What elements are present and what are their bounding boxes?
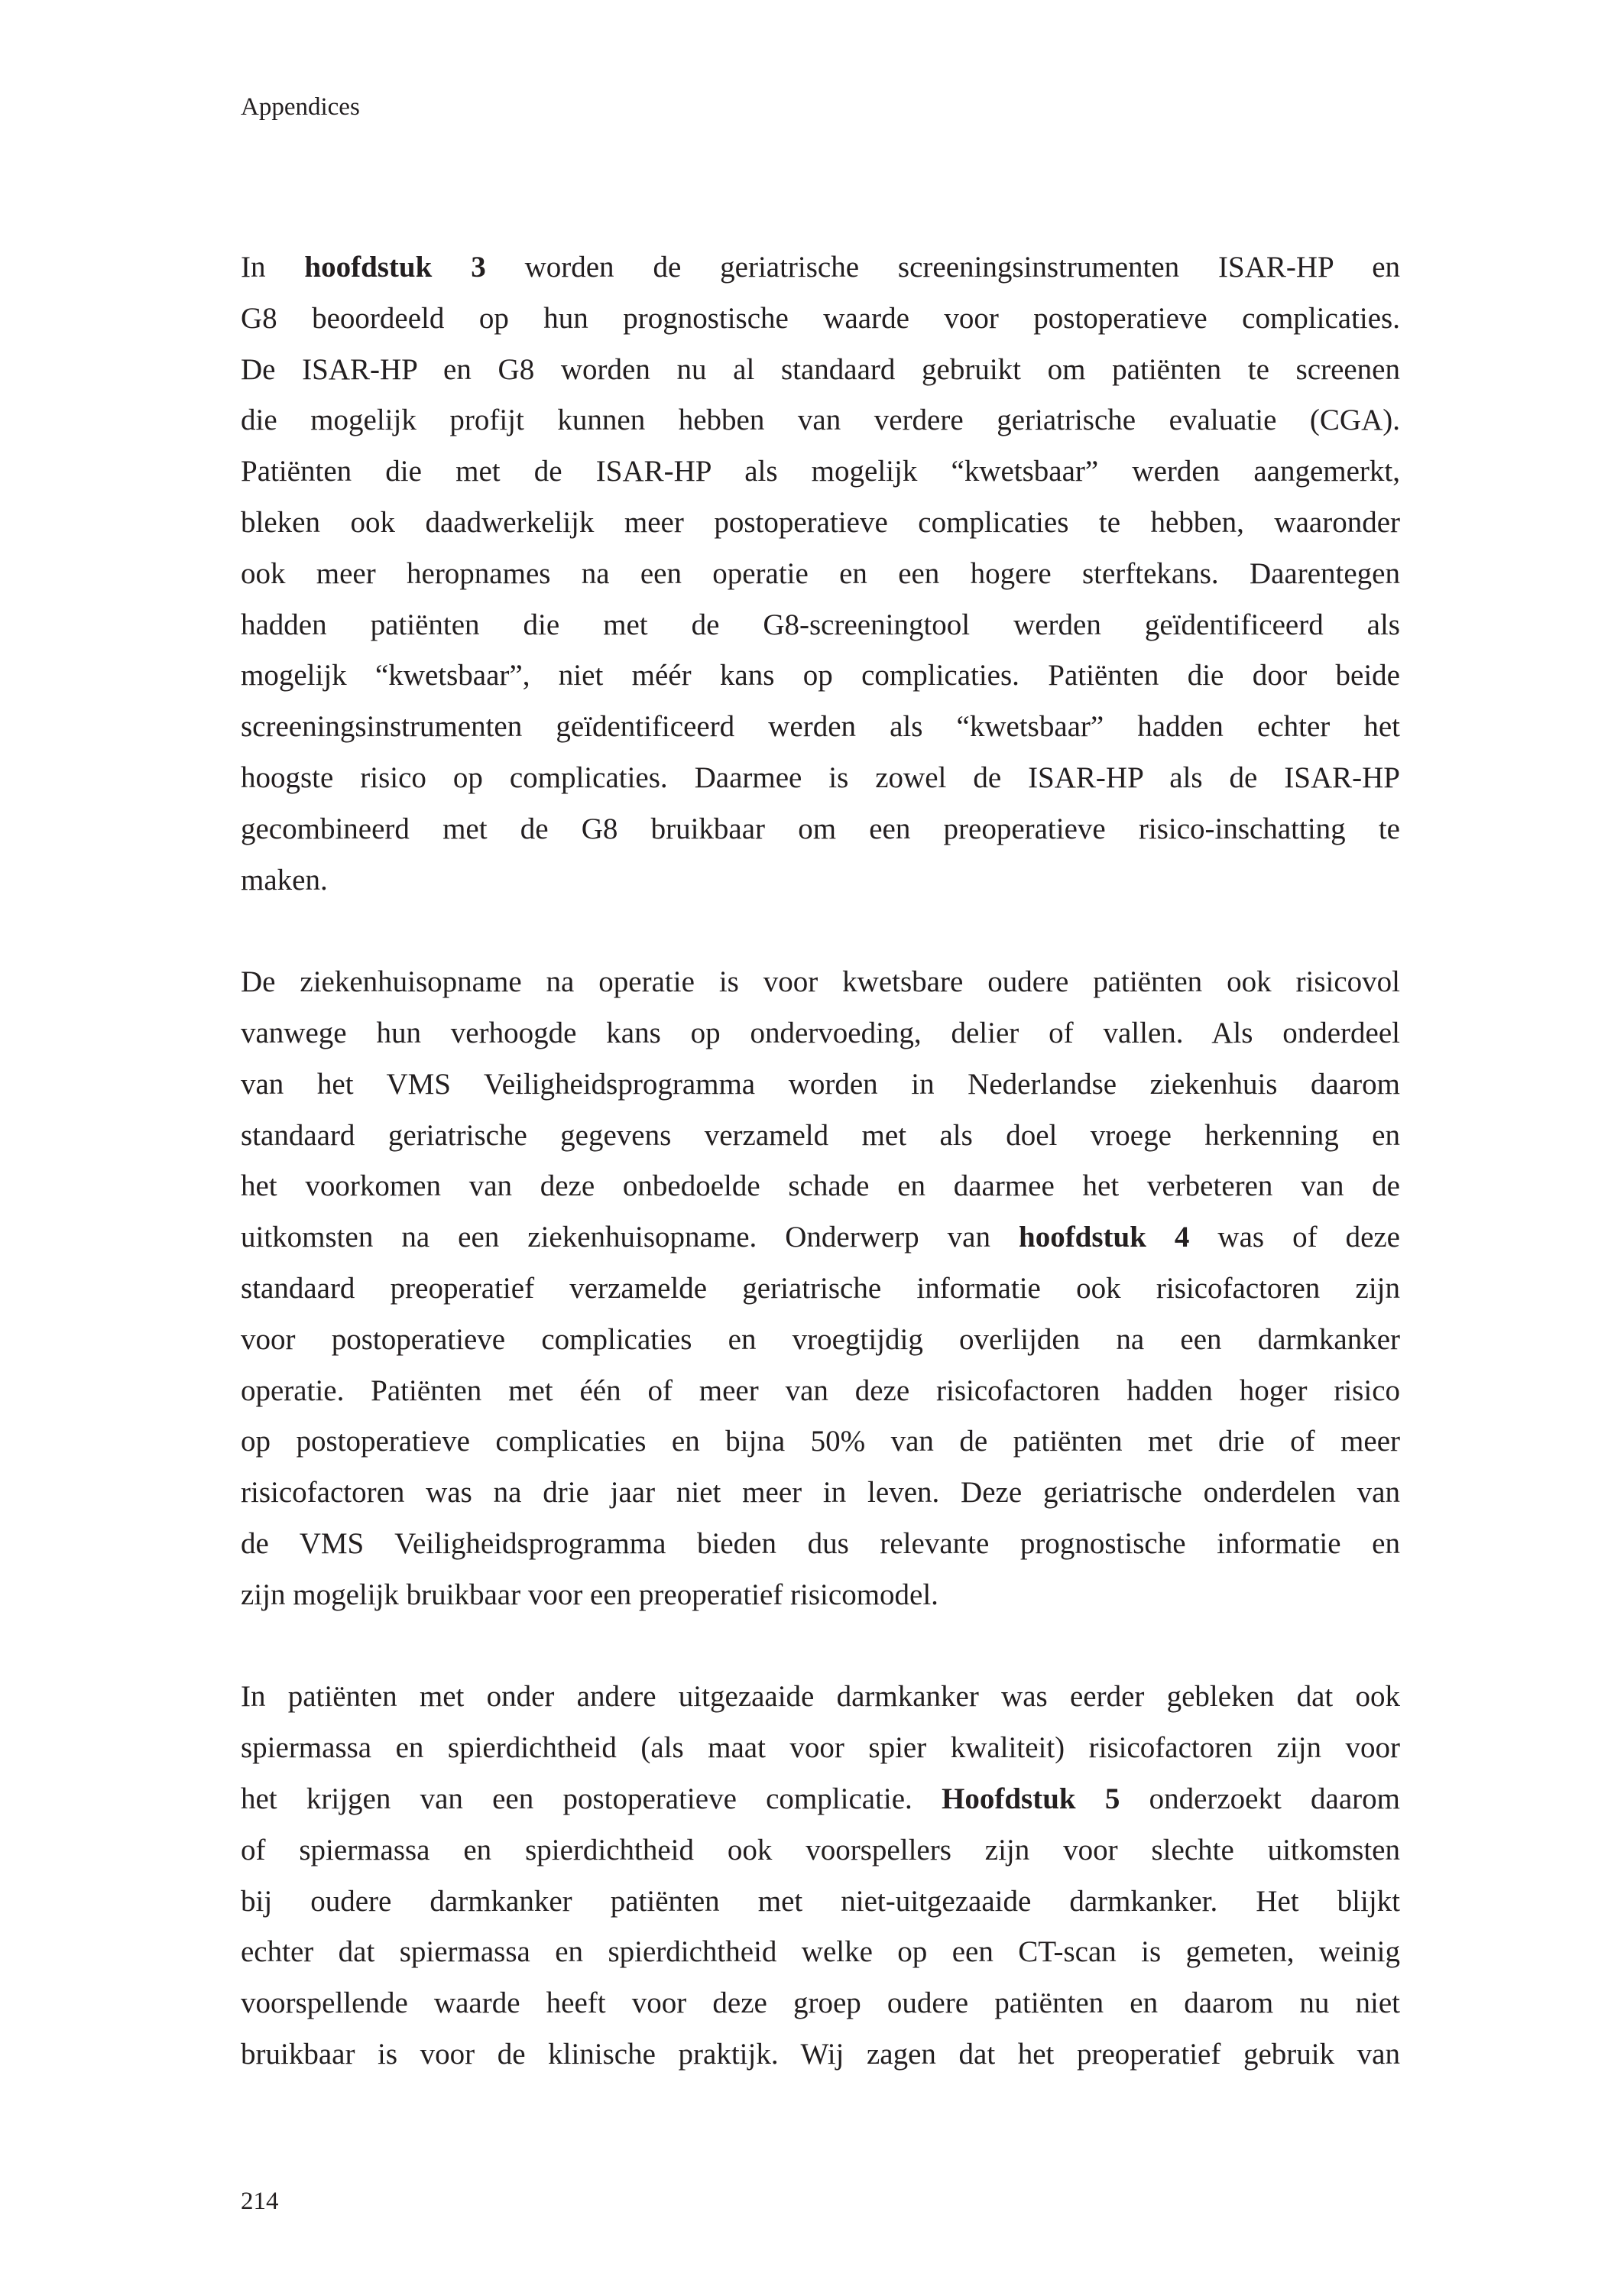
chapter-reference: Hoofdstuk 5 <box>942 1782 1120 1815</box>
text-line <box>241 600 1400 651</box>
text-segment: De ziekenhuisopname na operatie is voor kwetsbare oudere patiënten ook risicovol <box>241 965 1400 999</box>
text-segment: De ISAR-HP en G8 worden nu al standaard gebruikt om patiënten te screenen <box>241 352 1400 386</box>
paragraph <box>241 1672 1400 2080</box>
body-text <box>241 242 1400 2131</box>
text-line <box>241 294 1400 345</box>
page-number: 214 <box>241 2188 279 2215</box>
text-segment: voorspellende waarde heeft voor deze groep oudere patiënten en daarom nu niet <box>241 1987 1400 2020</box>
text-segment: In patiënten met onder andere uitgezaaide darmkanker was eerder gebleken dat ook <box>241 1680 1400 1714</box>
text-segment: Patiënten die met de ISAR-HP als mogelijk “kwetsbaar” werden aangemerkt, <box>241 455 1400 488</box>
text-segment: was of deze <box>1189 1221 1400 1254</box>
text-segment: bruikbaar is voor de klinische praktijk. Wij zagen dat het preoperatief gebruik van <box>241 2037 1400 2071</box>
text-line <box>241 2029 1400 2081</box>
text-line <box>241 1723 1400 1774</box>
chapter-reference: hoofdstuk 4 <box>1019 1221 1190 1254</box>
text-segment: maken. <box>241 863 328 897</box>
text-line <box>241 1161 1400 1212</box>
text-line <box>241 1468 1400 1519</box>
text-line <box>241 957 1400 1008</box>
text-segment: zijn mogelijk bruikbaar voor een preoperatief risicomodel. <box>241 1578 938 1611</box>
chapter-reference: hoofdstuk 3 <box>304 251 486 284</box>
text-segment: bleken ook daadwerkelijk meer postoperatieve complicaties te hebben, waaronder <box>241 505 1400 539</box>
text-line <box>241 1212 1400 1263</box>
text-line <box>241 1008 1400 1059</box>
text-segment: of spiermassa en spierdichtheid ook voorspellers zijn voor slechte uitkomsten <box>241 1833 1400 1867</box>
text-line <box>241 1059 1400 1111</box>
paragraph <box>241 957 1400 1620</box>
text-line <box>241 1672 1400 1723</box>
text-line <box>241 1366 1400 1417</box>
text-line <box>241 650 1400 702</box>
text-line <box>241 1315 1400 1366</box>
text-line <box>241 1825 1400 1876</box>
text-segment: screeningsinstrumenten geïdentificeerd werden als “kwetsbaar” hadden echter het <box>241 710 1400 744</box>
text-segment: het voorkomen van deze onbedoelde schade en daarmee het verbeteren van de <box>241 1169 1400 1203</box>
text-line <box>241 1927 1400 1978</box>
text-segment: hadden patiënten die met de G8-screeningtool werden geïdentificeerd als <box>241 608 1400 641</box>
text-line <box>241 855 1400 906</box>
text-segment: echter dat spiermassa en spierdichtheid welke op een CT-scan is gemeten, weinig <box>241 1935 1400 1969</box>
text-segment: standaard geriatrische gegevens verzameld met als doel vroege herkenning en <box>241 1118 1400 1152</box>
text-segment: G8 beoordeeld op hun prognostische waarde voor postoperatieve complicaties. <box>241 301 1400 335</box>
text-segment: In <box>241 251 305 284</box>
text-segment: hoogste risico op complicaties. Daarmee is zowel de ISAR-HP als de ISAR-HP <box>241 761 1400 794</box>
text-line <box>241 498 1400 549</box>
text-segment: gecombineerd met de G8 bruikbaar om een preoperatieve risico-inschatting te <box>241 812 1400 845</box>
text-line <box>241 1978 1400 2029</box>
text-segment: vanwege hun verhoogde kans op ondervoeding, delier of vallen. Als onderdeel <box>241 1016 1400 1049</box>
text-segment: op postoperatieve complicaties en bijna 50% van de patiënten met drie of meer <box>241 1425 1400 1458</box>
text-line <box>241 1263 1400 1315</box>
text-segment: het krijgen van een postoperatieve complicatie. <box>241 1782 942 1815</box>
text-line <box>241 345 1400 396</box>
text-segment: van het VMS Veiligheidsprogramma worden in Nederlandse ziekenhuis daarom <box>241 1067 1400 1101</box>
text-segment: mogelijk “kwetsbaar”, niet méér kans op complicaties. Patiënten die door beide <box>241 659 1400 692</box>
text-line <box>241 1774 1400 1825</box>
text-segment: spiermassa en spierdichtheid (als maat voor spier kwaliteit) risicofactoren zijn voor <box>241 1731 1400 1765</box>
text-segment: standaard preoperatief verzamelde geriatrische informatie ook risicofactoren zijn <box>241 1271 1400 1305</box>
text-segment: risicofactoren was na drie jaar niet meer in leven. Deze geriatrische onderdelen van <box>241 1476 1400 1510</box>
text-segment: de VMS Veiligheidsprogramma bieden dus relevante prognostische informatie en <box>241 1526 1400 1560</box>
text-line <box>241 753 1400 804</box>
text-line <box>241 1416 1400 1468</box>
text-line <box>241 1570 1400 1621</box>
text-line <box>241 1876 1400 1928</box>
text-segment: uitkomsten na een ziekenhuisopname. Onderwerp van <box>241 1221 1019 1254</box>
text-line <box>241 549 1400 600</box>
text-segment: ook meer heropnames na een operatie en een hogere sterftekans. Daarentegen <box>241 556 1400 590</box>
text-line <box>241 242 1400 294</box>
text-segment: voor postoperatieve complicaties en vroegtijdig overlijden na een darmkanker <box>241 1322 1400 1356</box>
text-line <box>241 804 1400 855</box>
text-line <box>241 702 1400 753</box>
text-segment: onderzoekt daarom <box>1120 1782 1400 1815</box>
text-segment: bij oudere darmkanker patiënten met niet-uitgezaaide darmkanker. Het blijkt <box>241 1884 1400 1918</box>
text-line <box>241 1111 1400 1162</box>
text-line <box>241 446 1400 498</box>
text-segment: operatie. Patiënten met één of meer van deze risicofactoren hadden hoger risico <box>241 1374 1400 1407</box>
text-segment: worden de geriatrische screeningsinstrumenten ISAR-HP en <box>485 251 1400 284</box>
text-line <box>241 395 1400 446</box>
text-line <box>241 1519 1400 1570</box>
paragraph <box>241 242 1400 906</box>
running-head: Appendices <box>241 93 360 121</box>
text-segment: die mogelijk profijt kunnen hebben van verdere geriatrische evaluatie (CGA). <box>241 404 1400 437</box>
